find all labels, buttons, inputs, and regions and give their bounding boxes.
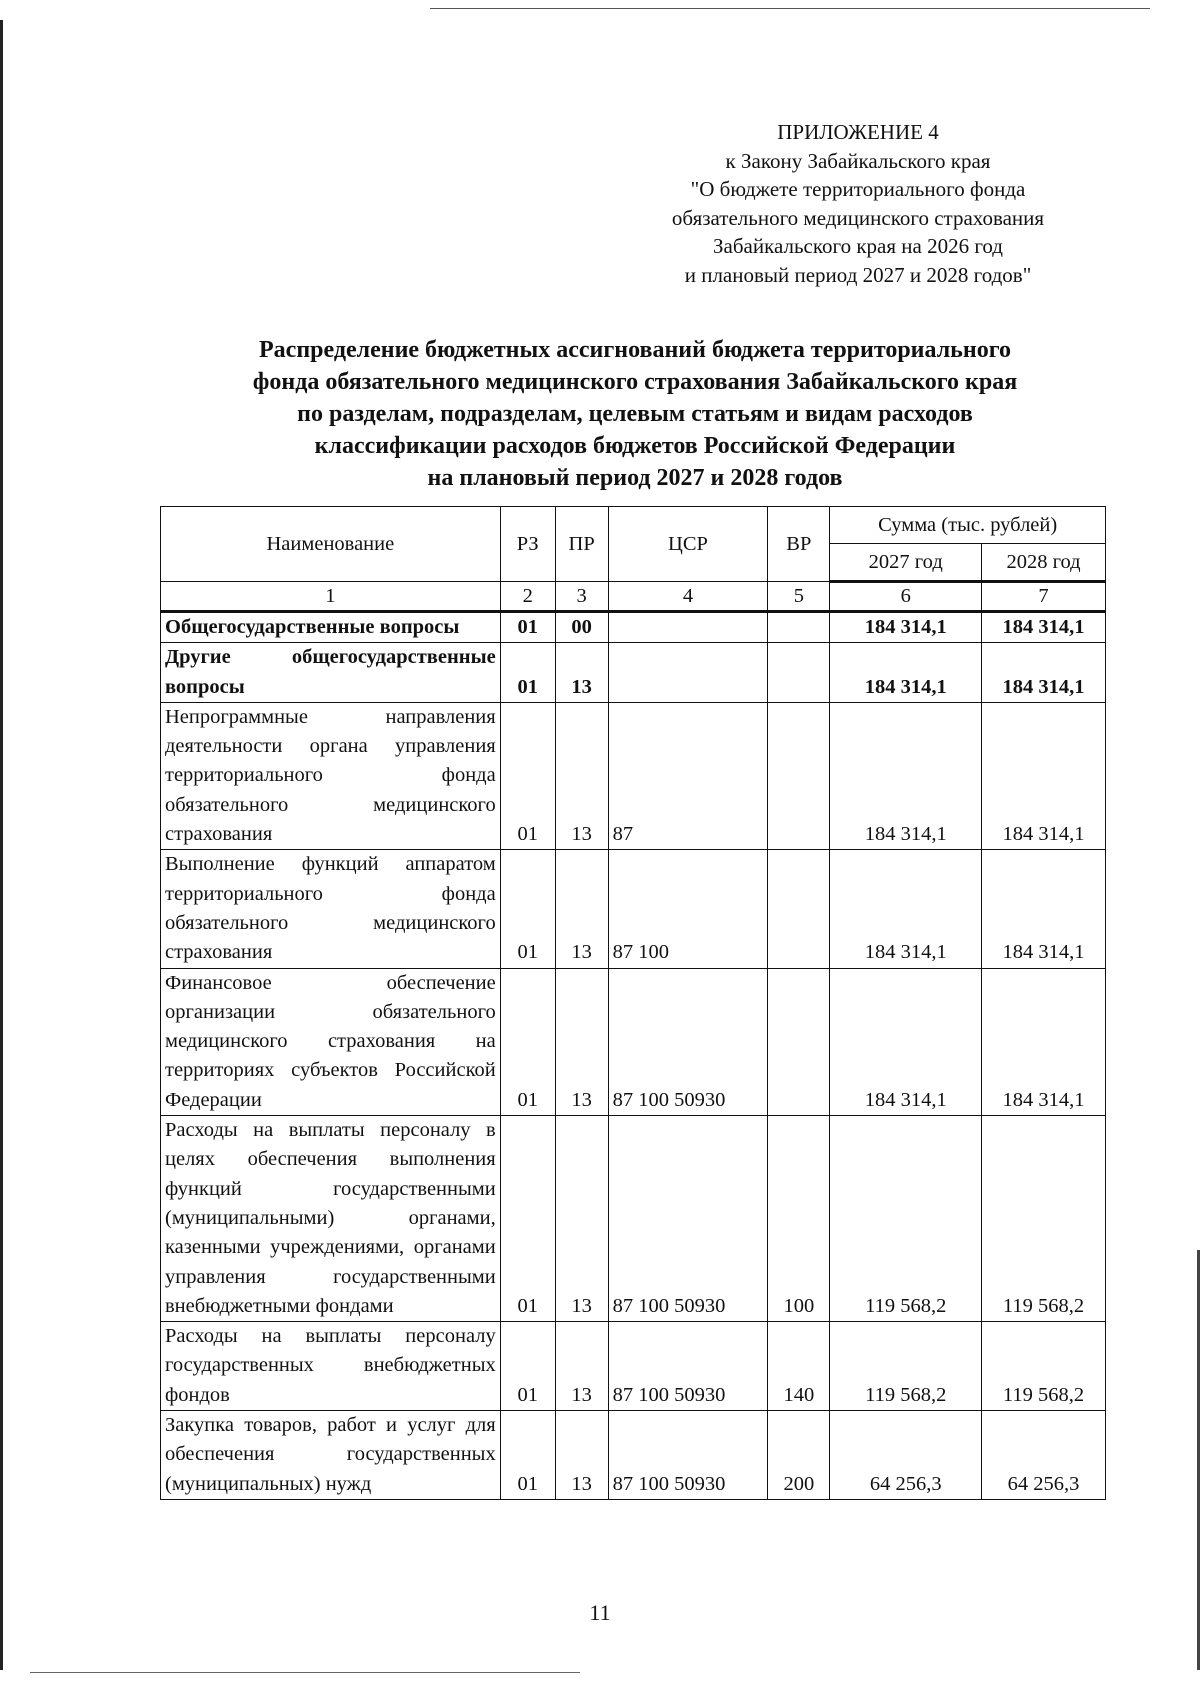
header-sum: Сумма (тыс. рублей) [830,507,1106,544]
cell-y2027: 184 314,1 [830,702,982,849]
cell-y2028: 64 256,3 [982,1411,1106,1500]
header-csr: ЦСР [608,507,768,582]
cell-name: Общегосударственные вопросы [161,612,501,643]
table-row [161,1116,1106,1322]
cell-vr [768,850,830,968]
appendix-line: Забайкальского края на 2026 год [713,234,1003,258]
cell-y2028: 184 314,1 [982,702,1106,849]
appendix-line: ПРИЛОЖЕНИЕ 4 [777,120,939,144]
header-vr: ВР [768,507,830,582]
cell-y2027: 119 568,2 [830,1116,982,1322]
budget-table [160,506,1106,1500]
cell-y2027: 184 314,1 [830,643,982,703]
scan-edge [30,1672,580,1673]
cell-y2027: 184 314,1 [830,850,982,968]
cell-vr: 140 [768,1322,830,1411]
cell-pr: 13 [555,1411,608,1500]
column-number: 7 [982,582,1106,612]
table-row [161,850,1106,968]
table-row [161,643,1106,703]
cell-rz: 01 [500,643,555,703]
cell-pr: 13 [555,1322,608,1411]
cell-y2027: 64 256,3 [830,1411,982,1500]
cell-y2028: 119 568,2 [982,1322,1106,1411]
column-number: 5 [768,582,830,612]
column-number: 4 [608,582,768,612]
document-title [160,334,1110,494]
cell-name: Расходы на выплаты персоналу в целях обеспечения выполнения функций государственными (муниципальными) органами, казенными учреждениями, органами управления государственными внебюджетными фондами [161,1116,501,1322]
cell-name: Расходы на выплаты персоналу государственных внебюджетных фондов [161,1322,501,1411]
cell-rz: 01 [500,1116,555,1322]
cell-y2028: 184 314,1 [982,643,1106,703]
title-line: на плановый период 2027 и 2028 годов [427,465,843,491]
cell-y2028: 119 568,2 [982,1116,1106,1322]
cell-rz: 01 [500,968,555,1115]
page-number: 11 [589,1600,611,1625]
header-pr: ПР [555,507,608,582]
scan-edge [430,8,1150,9]
title-line: фонда обязательного медицинского страхования Забайкальского края [252,369,1018,395]
cell-vr: 200 [768,1411,830,1500]
cell-csr [608,643,768,703]
cell-pr: 13 [555,643,608,703]
cell-rz: 01 [500,612,555,643]
cell-vr [768,643,830,703]
cell-vr [768,968,830,1115]
cell-name: Выполнение функций аппаратом территориального фонда обязательного медицинского страхования [161,850,501,968]
header-name: Наименование [161,507,501,582]
header-2028: 2028 год [982,544,1106,582]
column-number-row [161,582,1106,612]
appendix-line: и плановый период 2027 и 2028 годов" [684,262,1032,287]
cell-y2027: 184 314,1 [830,612,982,643]
cell-rz: 01 [500,850,555,968]
column-number: 2 [500,582,555,612]
title-line: Распределение бюджетных ассигнований бюджета территориального [259,337,1011,363]
cell-y2028: 184 314,1 [982,968,1106,1115]
cell-rz: 01 [500,1322,555,1411]
cell-name: Другие общегосударственные вопросы [161,643,501,703]
header-rz: РЗ [500,507,555,582]
appendix-line: "О бюджете территориального фонда [690,177,1026,201]
cell-vr [768,612,830,643]
cell-csr: 87 100 50930 [608,1322,768,1411]
cell-csr: 87 100 [608,850,768,968]
column-number: 3 [555,582,608,612]
cell-pr: 13 [555,968,608,1115]
cell-csr: 87 [608,702,768,849]
cell-y2028: 184 314,1 [982,612,1106,643]
cell-name: Финансовое обеспечение организации обязательного медицинского страхования на территориях субъектов Российской Федерации [161,968,501,1115]
cell-name: Закупка товаров, работ и услуг для обеспечения государственных (муниципальных) нужд [161,1411,501,1500]
header-2027: 2027 год [830,544,982,582]
cell-pr: 13 [555,702,608,849]
table-row [161,702,1106,849]
cell-y2027: 119 568,2 [830,1322,982,1411]
cell-csr [608,612,768,643]
table-row [161,968,1106,1115]
column-number: 1 [161,582,501,612]
cell-y2027: 184 314,1 [830,968,982,1115]
appendix-header [608,118,1108,289]
title-line: классификации расходов бюджетов Российской Федерации [314,433,956,459]
appendix-line: к Закону Забайкальского края [725,148,991,173]
table-row [161,1411,1106,1500]
cell-name: Непрограммные направления деятельности органа управления территориального фонда обязательного медицинского страхования [161,702,501,849]
title-line: по разделам, подразделам, целевым статьям и видам расходов [297,401,973,427]
cell-csr: 87 100 50930 [608,1116,768,1322]
cell-pr: 00 [555,612,608,643]
scan-edge [0,20,3,1670]
column-number: 6 [830,582,982,612]
table-row [161,612,1106,643]
cell-csr: 87 100 50930 [608,1411,768,1500]
cell-y2028: 184 314,1 [982,850,1106,968]
cell-pr: 13 [555,850,608,968]
table-row [161,1322,1106,1411]
cell-vr: 100 [768,1116,830,1322]
appendix-line: обязательного медицинского страхования [671,205,1045,230]
cell-rz: 01 [500,702,555,849]
cell-rz: 01 [500,1411,555,1500]
cell-csr: 87 100 50930 [608,968,768,1115]
cell-pr: 13 [555,1116,608,1322]
cell-vr [768,702,830,849]
